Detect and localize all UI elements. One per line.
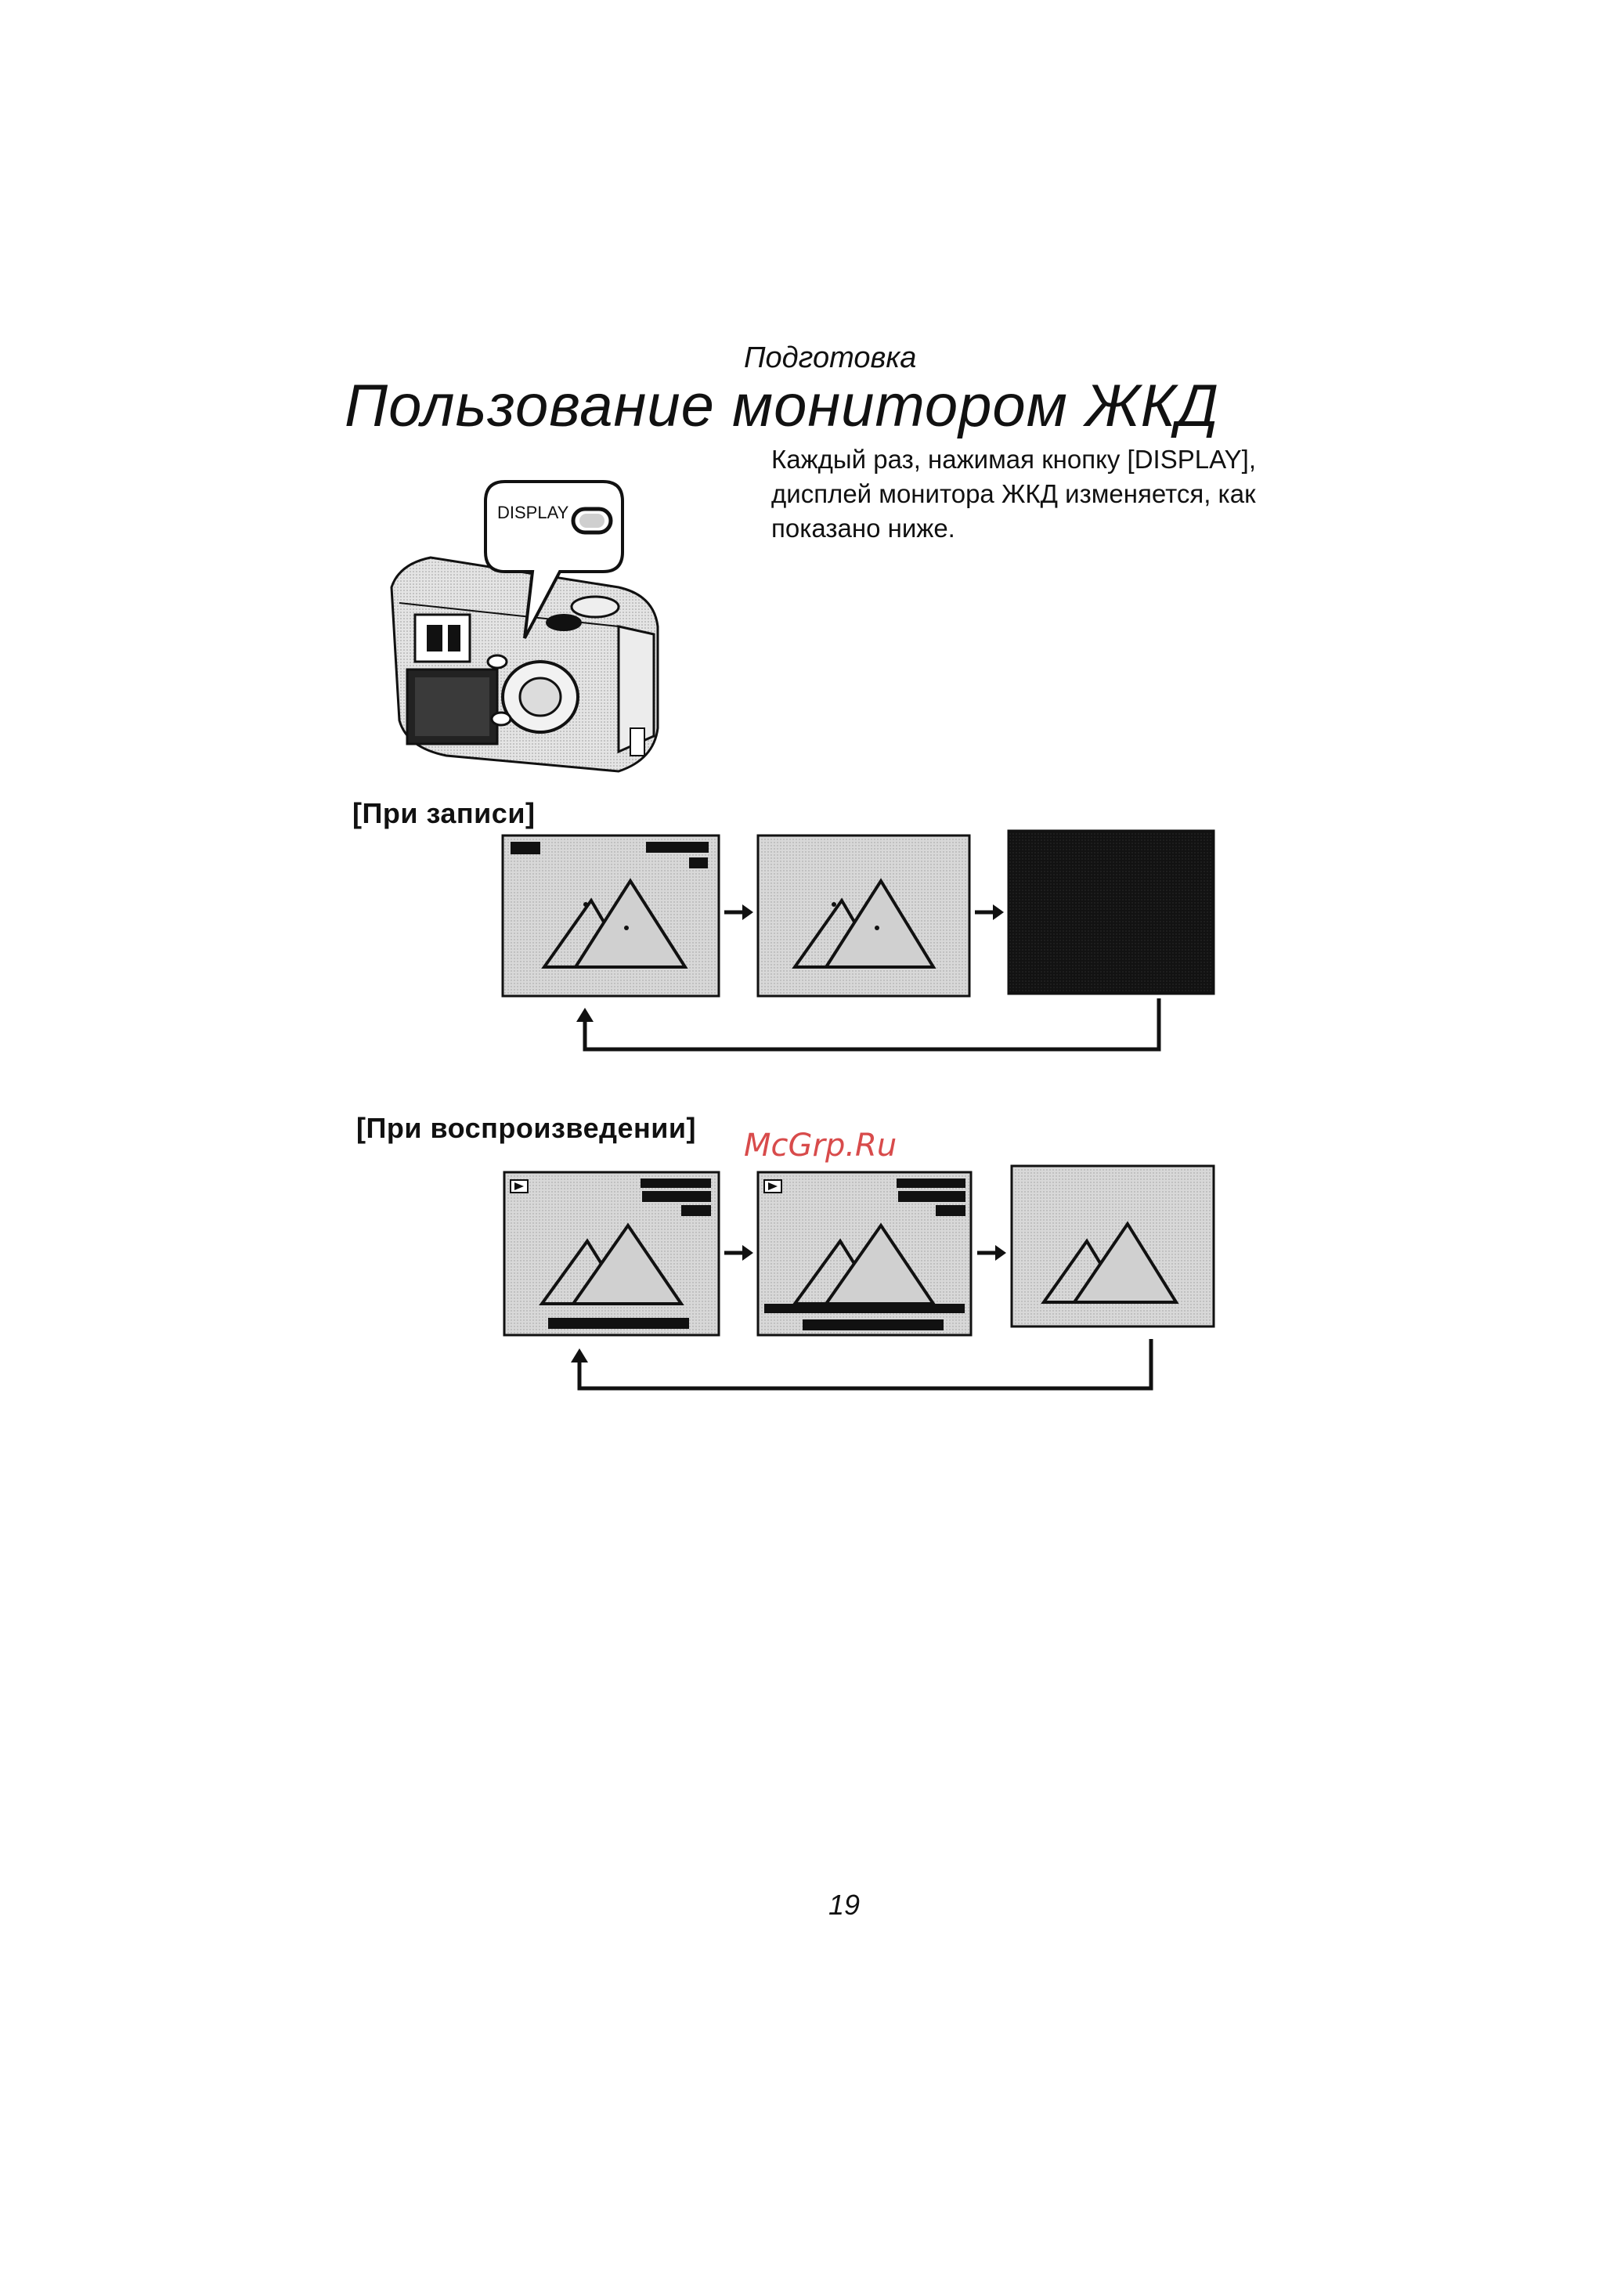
arrow-right-icon: [975, 904, 1004, 920]
playback-heading: [При воспроизведении]: [356, 1112, 696, 1144]
intro-line-3: показано ниже.: [771, 514, 955, 543]
display-button-label: DISPLAY: [497, 503, 569, 522]
recording-heading: [При записи]: [352, 797, 536, 829]
play-screen-full-info: [758, 1172, 971, 1335]
watermark: McGrp.Ru: [744, 1128, 897, 1164]
section-label: Подготовка: [744, 341, 917, 374]
recording-diagram: [501, 826, 1222, 1065]
camera-illustration: [384, 470, 681, 787]
arrow-right-icon: [977, 1245, 1006, 1261]
arrow-right-icon: [724, 1245, 753, 1261]
intro-text: [771, 442, 1256, 546]
page-number: 19: [828, 1889, 861, 1921]
play-screen-basic-info: [504, 1172, 719, 1335]
rec-screen-off: [1009, 831, 1214, 994]
play-screen-no-info: [1012, 1166, 1214, 1326]
playback-diagram: [501, 1163, 1222, 1409]
return-arrow-icon: [571, 1339, 1151, 1388]
intro-line-2: дисплей монитора ЖКД изменяется, как: [771, 479, 1256, 508]
return-arrow-icon: [576, 998, 1159, 1049]
rec-screen-no-info: [758, 836, 969, 996]
intro-line-1: Каждый раз, нажимая кнопку [DISPLAY],: [771, 445, 1257, 474]
arrow-right-icon: [724, 904, 753, 920]
rec-screen-full-info: [503, 836, 719, 996]
page-title: Пользование монитором ЖКД: [345, 373, 1219, 439]
